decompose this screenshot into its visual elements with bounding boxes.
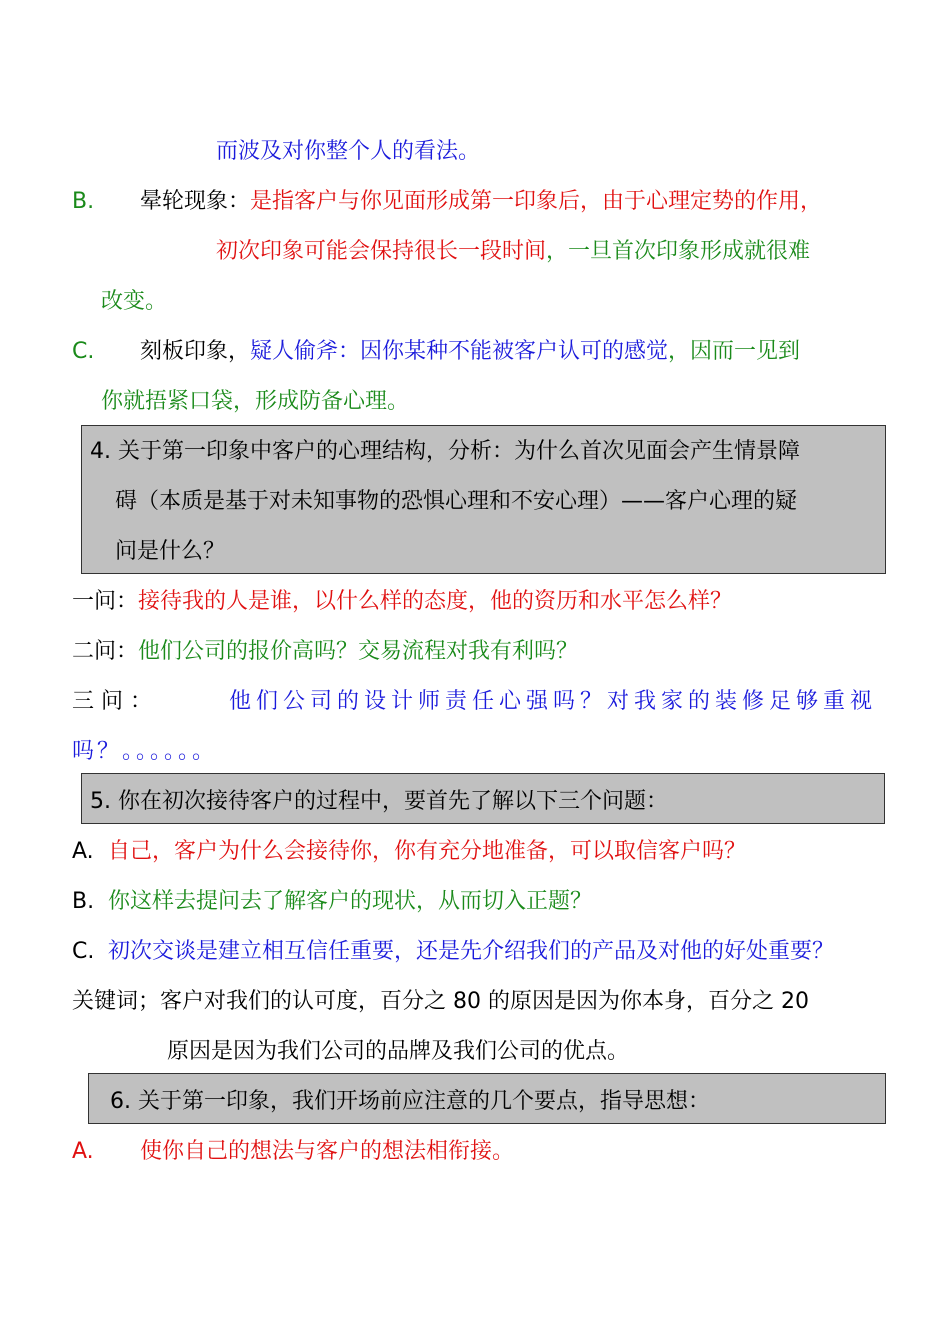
text-line: 你就捂紧口袋，形成防备心理。	[101, 389, 410, 414]
definition: 疑人偷斧：因你某种不能被客户认可的感觉	[250, 339, 669, 364]
item-c	[72, 937, 834, 967]
question-text: 他们公司的设计师责任心强吗？对我家的装修足够重视	[228, 689, 877, 714]
keywords-line-cont: 原因是因为我们公司的品牌及我们公司的优点。	[167, 1039, 630, 1064]
item-label: B.	[72, 189, 95, 214]
text-line: 改变。	[101, 289, 168, 314]
item-a	[72, 837, 746, 867]
item-label: C.	[72, 939, 95, 964]
item-a	[72, 1137, 514, 1167]
item-text: 初次交谈是建立相互信任重要，还是先介绍我们的产品及对他的好处重要？	[108, 939, 835, 964]
question-label: 一问：	[72, 589, 139, 614]
item-label: A.	[72, 1139, 94, 1164]
item-b-line	[72, 187, 822, 217]
term: 晕轮现象：	[140, 189, 251, 214]
question-3-tail: 吗？。。。。。。	[72, 739, 218, 764]
term: 刻板印象，	[140, 339, 251, 364]
section-4-heading-cont: 碍（本质是基于对未知事物的恐惧心理和不安心理）——客户心理的疑	[115, 489, 798, 514]
text-green: ，一旦首次印象形成就很难	[546, 239, 811, 264]
text-line	[216, 237, 810, 267]
text-line: 而波及对你整个人的看法。	[216, 139, 481, 164]
item-label: C.	[72, 339, 95, 364]
section-4-heading: 4. 关于第一印象中客户的心理结构，分析：为什么首次见面会产生情景障	[90, 439, 800, 464]
question-text: 他们公司的报价高吗？交易流程对我有利吗？	[138, 639, 579, 664]
section-6-heading: 6. 关于第一印象，我们开场前应注意的几个要点，指导思想：	[110, 1089, 710, 1114]
item-text: 自己，客户为什么会接待你，你有充分地准备，可以取信客户吗？	[108, 839, 747, 864]
keywords-line: 关键词；客户对我们的认可度，百分之 80 的原因是因为你本身，百分之 20	[72, 989, 809, 1014]
question-label: 二问：	[72, 639, 139, 664]
item-text: 你这样去提问去了解客户的现状，从而切入正题？	[108, 889, 593, 914]
question-label: 三 问 ：	[72, 689, 152, 714]
question-2	[72, 637, 578, 667]
text-red: 初次印象可能会保持很长一段时间	[216, 239, 547, 264]
question-text: 接待我的人是谁，以什么样的态度，他的资历和水平怎么样？	[138, 589, 733, 614]
definition: 是指客户与你见面形成第一印象后，由于心理定势的作用，	[250, 189, 823, 214]
question-1	[72, 587, 732, 617]
section-5-heading: 5. 你在初次接待客户的过程中，要首先了解以下三个问题：	[90, 789, 668, 814]
item-label: A.	[72, 839, 94, 864]
item-text: 使你自己的想法与客户的想法相衔接。	[140, 1139, 515, 1164]
section-4-heading-cont: 问是什么？	[115, 539, 226, 564]
question-3	[72, 687, 877, 717]
item-c-line	[72, 337, 800, 367]
text-green: ，因而一见到	[668, 339, 801, 364]
item-label: B.	[72, 889, 95, 914]
item-b	[72, 887, 592, 917]
